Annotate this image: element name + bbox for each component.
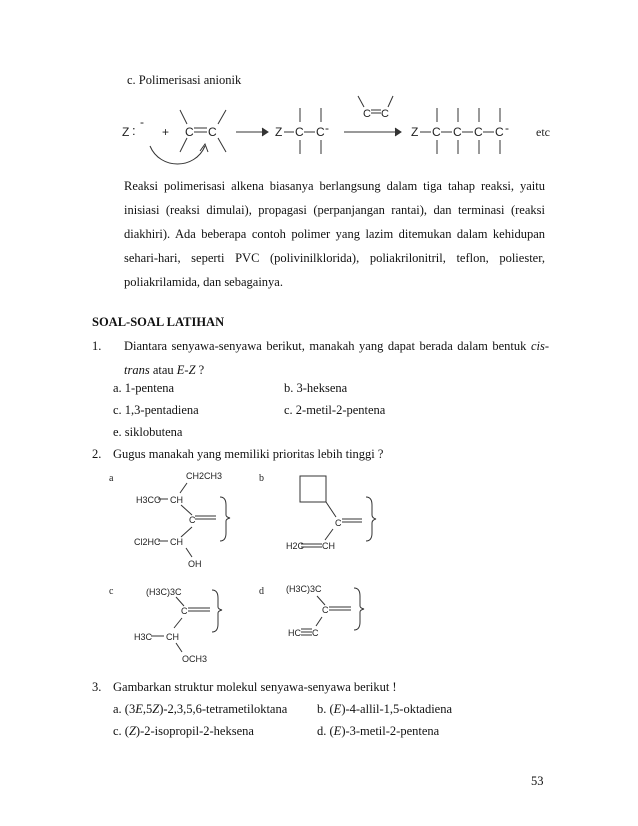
q1-option-c2: c. 2-metil-2-pentena: [284, 403, 386, 417]
q1-option-a: a. 1-pentena: [113, 381, 175, 395]
svg-text:C: C: [335, 518, 342, 528]
c-methoxy: OCH3: [182, 654, 208, 664]
q3-option-d: d. (E)-3-metil-2-pentena: [317, 724, 440, 738]
svg-text:CH: CH: [322, 541, 335, 551]
q3-option-a: a. (3E,5Z)-2,3,5,6-tetrametiloktana: [113, 702, 288, 716]
svg-text:CH: CH: [166, 632, 179, 642]
svg-text:C: C: [432, 125, 441, 139]
alkene-c1: C: [185, 125, 194, 139]
q3-option-b: b. (E)-4-allil-1,5-oktadiena: [317, 702, 453, 716]
svg-text:Z: Z: [411, 125, 419, 139]
q3-number: 3.: [92, 680, 102, 694]
svg-text:C: C: [363, 108, 371, 120]
label-c: c: [109, 586, 114, 597]
anionic-polymerization-scheme: [100, 88, 570, 170]
plus-sign: +: [162, 125, 170, 139]
svg-text:C: C: [312, 628, 319, 638]
a-ethyl: CH2CH3: [186, 471, 223, 481]
nucleophile-z: Z: [122, 125, 130, 139]
svg-text:C: C: [295, 125, 304, 139]
section-title: c. Polimerisasi anionik: [127, 73, 242, 87]
a-methoxy: H3CO: [136, 495, 162, 505]
svg-text:-: -: [325, 121, 329, 135]
q2-text: Gugus manakah yang memiliki prioritas lebih tinggi ?: [113, 447, 384, 461]
label-b: b: [259, 473, 264, 484]
a-dichloromethyl: Cl2HC: [134, 537, 161, 547]
svg-text:Z: Z: [275, 125, 283, 139]
q1-number: 1.: [92, 339, 102, 353]
alkene-c2: C: [208, 125, 217, 139]
c-bracket: [212, 590, 222, 632]
svg-text:H2C: H2C: [286, 541, 305, 551]
svg-text:C: C: [189, 515, 196, 525]
svg-text:C: C: [322, 605, 329, 615]
svg-text:-: -: [505, 121, 509, 135]
svg-text:C: C: [474, 125, 483, 139]
label-d: d: [259, 586, 264, 597]
b-cyclobutyl: [300, 476, 326, 502]
a-hydroxyl: OH: [188, 559, 202, 569]
c-tbutyl: (H3C)3C: [146, 587, 182, 597]
svg-text:C: C: [495, 125, 504, 139]
svg-text:HC: HC: [288, 628, 301, 638]
page-number: 53: [531, 774, 544, 788]
electron-arrow: [150, 146, 205, 164]
q1-text: Diantara senyawa-senyawa berikut, manakah yang dapat berada dalam bentuk cis- trans atau E-Z ?: [124, 339, 549, 377]
svg-text:C: C: [181, 606, 188, 616]
d-bracket: [354, 588, 364, 630]
svg-text:C: C: [381, 108, 389, 120]
svg-text:CH: CH: [170, 537, 183, 547]
paragraph: Reaksi polimerisasi alkena biasanya berlangsung dalam tiga tahap reaksi, yaitu inisiasi (reaksi dimulai), propagasi (perpanjangan rantai), dan terminasi (reaksi diakhiri). Ada beberapa contoh polimer yang lazim ditemukan dalam kehidupan sehari-hari, seperti PVC (polivinilklorida), poliakrilonitril, teflon, poliester, poliakrilamida, dan sebagainya.: [124, 179, 545, 289]
q1-option-e: e. siklobutena: [113, 425, 183, 439]
svg-text:CH: CH: [170, 495, 183, 505]
nucleophile-charge: -: [140, 115, 144, 129]
q1-option-b: b. 3-heksena: [284, 381, 348, 395]
label-a: a: [109, 473, 114, 484]
q2-structures-ab: [100, 465, 400, 575]
etc-label: etc: [536, 125, 550, 139]
svg-text:H3C: H3C: [134, 632, 153, 642]
svg-text:C: C: [453, 125, 462, 139]
q2-number: 2.: [92, 447, 102, 461]
q2-structures-cd: [100, 578, 400, 670]
q1-option-c1: c. 1,3-pentadiena: [113, 403, 199, 417]
d-tbutyl: (H3C)3C: [286, 584, 322, 594]
section-heading: SOAL-SOAL LATIHAN: [92, 315, 225, 329]
svg-text:C: C: [316, 125, 325, 139]
q3-option-c: c. (Z)-2-isopropil-2-heksena: [113, 724, 254, 738]
nucleophile-colon: :: [132, 123, 136, 138]
b-bracket: [366, 497, 376, 541]
q3-text: Gambarkan struktur molekul senyawa-senyawa berikut !: [113, 680, 397, 694]
a-bracket: [220, 497, 230, 541]
